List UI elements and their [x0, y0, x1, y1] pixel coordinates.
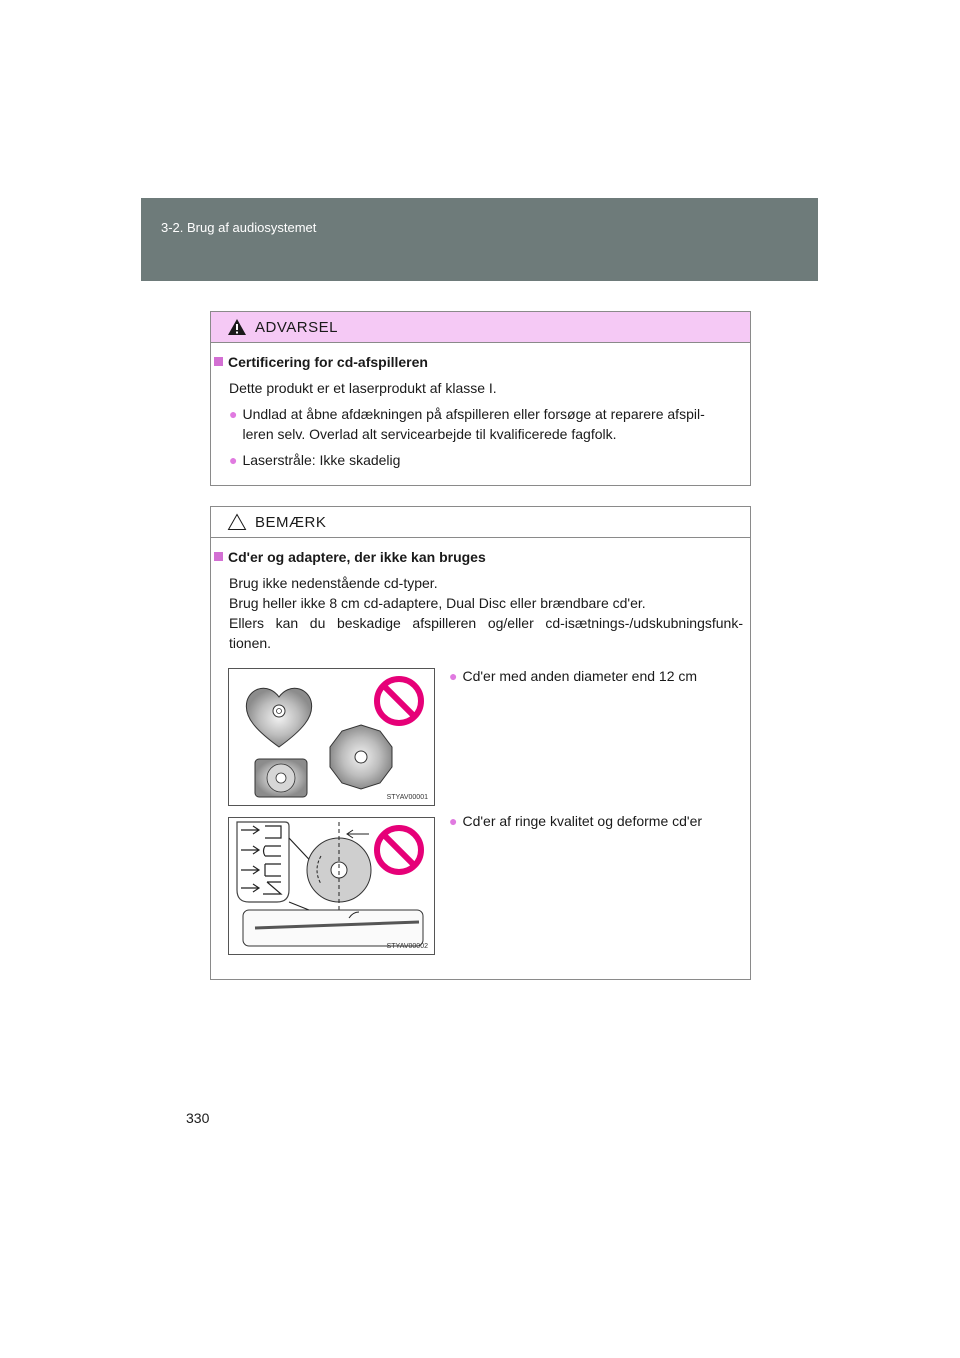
page-number: 330 [186, 1110, 210, 1126]
prohibited-sign-icon [377, 679, 421, 723]
warning-intro: Dette produkt er et laserprodukt af klasse I. [229, 380, 497, 396]
bullet-dot-icon: ● [229, 452, 238, 468]
figure-code: STYAV00001 [386, 794, 428, 801]
warning-header [211, 312, 750, 343]
figure-caption-bullet: ● Cd'er med anden diameter end 12 cm [449, 668, 698, 684]
caution-triangle-outline-icon [227, 513, 247, 531]
warning-bullet: ● Laserstråle: Ikke skadelig [229, 452, 401, 468]
warning-triangle-icon [227, 318, 247, 336]
poor-quality-discs-illustration [229, 818, 434, 954]
figure-caption-bullet: ● Cd'er af ringe kvalitet og deforme cd'er [449, 813, 703, 829]
figure-odd-shaped-discs [228, 668, 435, 806]
odd-shaped-discs-illustration [229, 669, 434, 805]
bullet-dot-icon: ● [449, 668, 458, 684]
note-heading: Cd'er og adaptere, der ikke kan bruges [214, 549, 486, 565]
square-bullet-icon [214, 357, 223, 366]
square-bullet-icon [214, 552, 223, 561]
note-title: BEMÆRK [255, 513, 327, 531]
section-header-band [141, 198, 818, 281]
note-header [211, 507, 750, 538]
warning-title: ADVARSEL [255, 318, 338, 336]
note-text: Brug ikke nedenstående cd-typer. Brug heller ikke 8 cm cd-adaptere, Dual Disc eller brændbare cd'er. Ellers kan du beskadige afspilleren og/eller cd-isætnings-/udskubningsfunk- tionen. [229, 575, 743, 651]
figure-poor-quality-discs [228, 817, 435, 955]
warning-heading: Certificering for cd-afspilleren [214, 354, 428, 370]
section-label: 3-2. Brug af audiosystemet [161, 220, 317, 235]
bullet-dot-icon: ● [229, 406, 238, 422]
warning-bullet: ● Undlad at åbne afdækningen på afspilleren eller forsøge at reparere afspil- leren selv. Overlad alt servicearbejde til kvalificerede fagfolk. [229, 406, 705, 442]
bullet-dot-icon: ● [449, 813, 458, 829]
figure-code: STYAV00002 [386, 943, 428, 950]
note-box [210, 506, 751, 980]
warning-box [210, 311, 751, 486]
prohibited-sign-icon [377, 828, 421, 872]
